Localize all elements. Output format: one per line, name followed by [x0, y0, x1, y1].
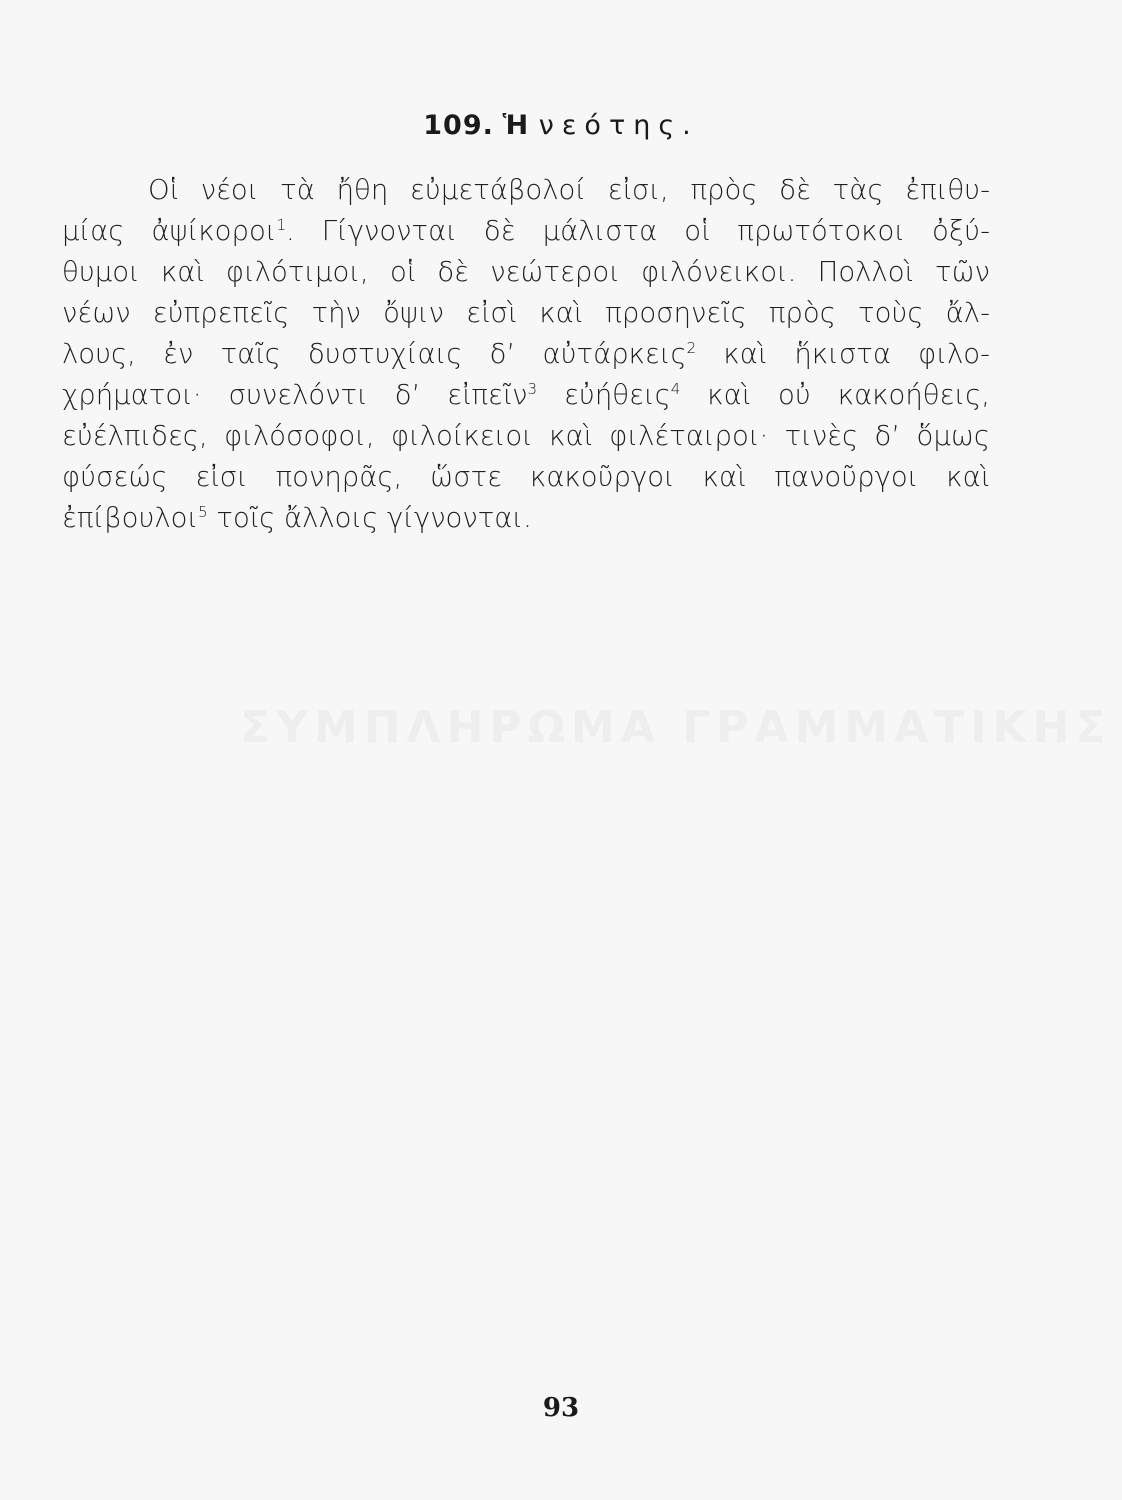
footnote-marker: 2: [686, 338, 697, 357]
text-line: εὐέλπιδες, φιλόσοφοι, φιλοίκειοι καὶ φιλέταιροι· τινὲς δ’ ὅμως: [62, 420, 990, 452]
text-line: μίας ἀψίκοροι$^1$. Γίγνονται δὲ μάλιστα οἱ πρωτότοκοι ὀξύ-: [62, 215, 990, 247]
text-line: χρήματοι· συνελόντι δ’ εἰπεῖν$^3$ εὐήθεις$^4$ καὶ οὐ κακοήθεις,: [62, 379, 990, 411]
text-line: ἐπίβουλοι$^5$ τοῖς ἄλλοις γίγνονται.: [62, 502, 532, 534]
text-line: Οἱ νέοι τὰ ἤθη εὐμετάβολοί εἰσι, πρὸς δὲ τὰς ἐπιθυ-: [148, 174, 990, 206]
section-title-word: νεότης.: [538, 110, 699, 141]
footnote-marker: 5: [198, 502, 208, 521]
section-heading: [0, 108, 1122, 144]
show-through-text: ΣΥΜΠΛΗΡΩΜΑ ΓΡΑΜΜΑΤΙΚΗΣ: [240, 702, 1112, 753]
page-number: 93: [542, 1393, 580, 1423]
text-line: λους, ἐν ταῖς δυστυχίαις δ’ αὐτάρκεις$^2$ καὶ ἥκιστα φιλο-: [62, 338, 990, 370]
text-line: νέων εὐπρεπεῖς τὴν ὄψιν εἰσὶ καὶ προσηνεῖς πρὸς τοὺς ἄλ-: [62, 297, 990, 329]
section-title-article: Ἡ: [502, 110, 531, 141]
text-line: θυμοι καὶ φιλότιμοι, οἱ δὲ νεώτεροι φιλόνεικοι. Πολλοὶ τῶν: [62, 256, 990, 288]
footnote-marker: 4: [670, 379, 681, 398]
paragraph: [62, 170, 990, 539]
footnote-marker: 3: [527, 379, 538, 398]
text-line: φύσεώς εἰσι πονηρᾶς, ὥστε κακοῦργοι καὶ πανοῦργοι καὶ: [62, 461, 990, 493]
footnote-marker: 1: [276, 215, 286, 234]
section-number: 109.: [423, 110, 494, 141]
